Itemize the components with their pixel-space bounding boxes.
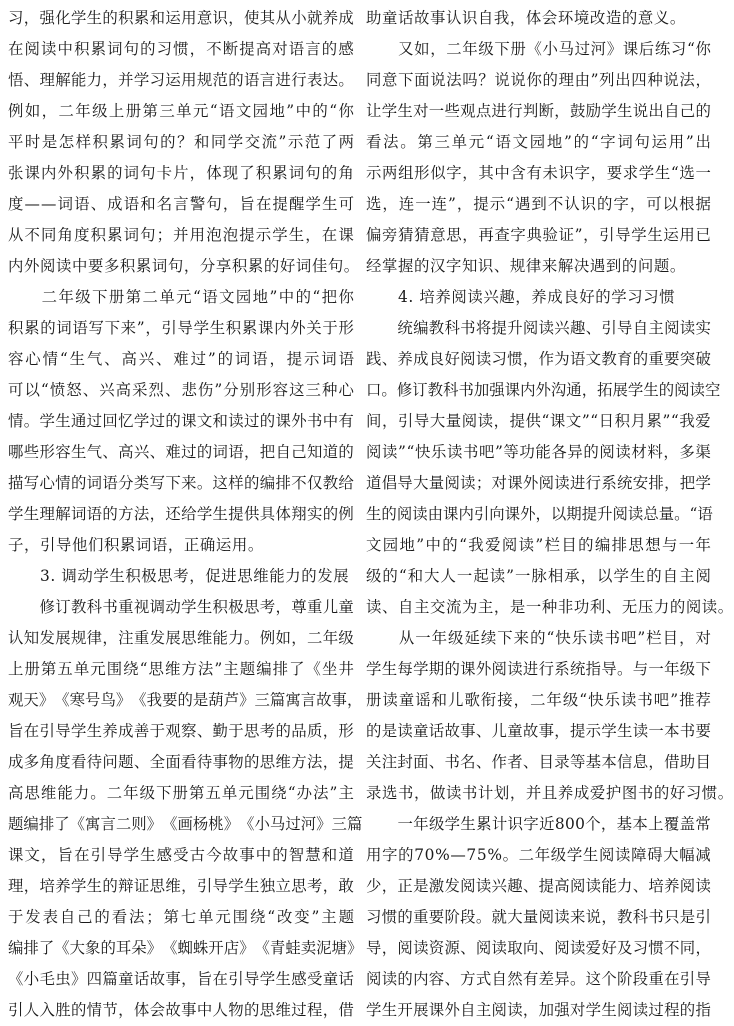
text-line: 容 心 情 “ 生 气 、 高 兴 、 难 过 ” 的 词 语 ， 提 示 词 语 [8,350,354,368]
text-line: 可 以 “ 愤 怒 、 兴 高 采 烈 、 悲 伤 ” 分 别 形 容 这 三 种 心 [8,381,354,399]
text-line: 的 是 读 童 话 故 事 、 儿 童 故 事 ， 提 示 学 生 读 一 本 书 要 [366,722,711,740]
text-line: 从 一 年 级 延 续 下 来 的 “ 快 乐 读 书 吧 ” 栏 目 ， 对 [398,629,711,647]
text-line: 关 注 封 面 、 书 名 、 作 者 、 目 录 等 基 本 信 息 ， 借 助 目 [366,753,711,771]
text-line: 从 不 同 角 度 积 累 词 句 ； 并 用 泡 泡 提 示 学 生 ， 在 课 [8,226,354,244]
text-line: 于 发 表 自 己 的 看 法 ； 第 七 单 元 围 绕 “ 改 变 ” 主 题 [8,908,354,926]
text-line: 认 知 发 展 规 律 ， 注 重 发 展 思 维 能 力 。 例 如 ， 二 年 级 [8,629,354,647]
text-line: 册 读 童 谣 和 儿 歌 衔 接 ， 二 年 级 “ 快 乐 读 书 吧 ” 推 荐 [366,691,711,709]
text-line: 学 生 理 解 词 语 的 方 法 ， 还 给 学 生 提 供 具 体 翔 实 的 例 [8,505,354,523]
text-line: 引 人 入 胜 的 情 节 ， 体 会 故 事 中 人 物 的 思 维 过 程 ， 借 [8,1001,354,1019]
text-line: 口 。 修 订 教 科 书 加 强 课 内 外 沟 通 ， 拓 展 学 生 的 阅 读 空 [366,381,721,399]
text-line: 成 多 角 度 看 待 问 题 、 全 面 看 待 事 物 的 思 维 方 法 ， 提 [8,753,354,771]
text-line: 编 排 了 《 大 象 的 耳 朵 》 《 蜘 蛛 开 店 》 《 青 蛙 卖 泥 塘 》 [8,939,363,957]
text-line: 高 思 维 能 力 。 二 年 级 下 册 第 五 单 元 围 绕 “ 办 法 ” 主 [8,784,354,802]
text-line: 文 园 地 ” 中 的 “ 我 爱 阅 读 ” 栏 目 的 编 排 思 想 与 一 年 [366,536,711,554]
text-line: 用 字 的 7 0 % — 7 5 % 。 二 年 级 学 生 阅 读 障 碍 大 幅 减 [366,846,711,864]
text-line: 录选书，做读书计划，并且养成爱护图书的好习惯。 [366,784,734,802]
text-line: 习 惯 的 重 要 阶 段 。 就 大 量 阅 读 来 说 ， 教 科 书 只 是 引 [366,908,711,926]
text-line: 看 法 。 第 三 单 元 “ 语 文 园 地 ” 的 “ 字 词 句 运 用 ” 出 [366,133,711,151]
text-line: 理 ， 培 养 学 生 的 辩 证 思 维 ， 引 导 学 生 独 立 思 考 ， 敢 [8,877,354,895]
text-line: 让 学 生 对 一 些 观 点 进 行 判 断 ， 鼓 励 学 生 说 出 自 己 的 [366,102,711,120]
text-line: 偏 旁 猜 猜 意 思 ， 再 查 字 典 验 证 ” ， 引 导 学 生 运 用 已 [366,226,711,244]
text-line: 少 ， 正 是 激 发 阅 读 兴 趣 、 提 高 阅 读 能 力 、 培 养 阅 读 [366,877,711,895]
text-line: 二 年 级 下 册 第 二 单 元 “ 语 文 园 地 ” 中 的 “ 把 你 [41,288,354,306]
right-text-column [366,0,734,1019]
text-line: 读、自主交流为主，是一种非功利、无压力的阅读。 [366,598,734,616]
text-line: 课 文 ， 旨 在 引 导 学 生 感 受 古 今 故 事 中 的 智 慧 和 道 [8,846,354,864]
text-line: 3. 调动学生积极思考，促进思维能力的发展 [8,567,350,585]
left-text-column [8,0,363,1019]
text-line: 习 ， 强 化 学 生 的 积 累 和 运 用 意 识 ， 使 其 从 小 就 养 成 [8,9,354,27]
text-line: 哪 些 形 容 生 气 、 高 兴 、 难 过 的 词 语 ， 把 自 己 知 道 的 [8,443,354,461]
text-line: 级 的 “ 和 大 人 一 起 读 ” 一 脉 相 承 ， 以 学 生 的 自 主 阅 [366,567,711,585]
text-line: 生 的 阅 读 由 课 内 引 向 课 外 ， 以 期 提 升 阅 读 总 量 。 “ 语 [366,505,713,523]
text-line: 间 ， 引 导 大 量 阅 读 ， 提 供 “ 课 文 ” “ 日 积 月 累 ” “ 我 爱 [366,412,711,430]
text-line: 悟 、 理 解 能 力 ， 并 学 习 运 用 规 范 的 语 言 进 行 表 达 。 [8,71,354,89]
text-line: 度 — — 词 语 、 成 语 和 名 言 警 句 ， 旨 在 提 醒 学 生 可 [8,195,354,213]
text-line: 张 课 内 外 积 累 的 词 句 卡 片 ， 体 现 了 积 累 词 句 的 角 [8,164,354,182]
text-line: 在 阅 读 中 积 累 词 句 的 习 惯 ， 不 断 提 高 对 语 言 的 感 [8,40,354,58]
text-line: 4. 培养阅读兴趣，养成良好的学习习惯 [366,288,676,306]
text-line: 又 如 ， 二 年 级 下 册 《 小 马 过 河 》 课 后 练 习 “ 你 [398,40,711,58]
text-line: 示 两 组 形 似 字 ， 其 中 含 有 未 识 字 ， 要 求 学 生 “ 选 一 [366,164,711,182]
text-line: 积 累 的 词 语 写 下 来 ” ， 引 导 学 生 积 累 课 内 外 关 于 形 [8,319,354,337]
text-line: 统 编 教 科 书 将 提 升 阅 读 兴 趣 、 引 导 自 主 阅 读 实 [397,319,711,337]
text-line: 经掌握的汉字知识、规律来解决遇到的问题。 [366,257,686,275]
text-line: 修 订 教 科 书 重 视 调 动 学 生 积 极 思 考 ， 尊 重 儿 童 [39,598,354,616]
text-line: 平 时 是 怎 样 积 累 词 句 的 ？ 和 同 学 交 流 ” 示 范 了 两 [8,133,354,151]
text-line: 践 、 养 成 良 好 阅 读 习 惯 ， 作 为 语 文 教 育 的 重 要 突 破 [366,350,711,368]
text-line: 学 生 开 展 课 外 自 主 阅 读 ， 加 强 对 学 生 阅 读 过 程 的 指 [366,1001,711,1019]
text-line: 题 编 排 了 《 寓 言 二 则 》 《 画 杨 桃 》 《 小 马 过 河 》 三 篇 [8,815,363,833]
text-line: 描 写 心 情 的 词 语 分 类 写 下 来 。 这 样 的 编 排 不 仅 教 给 [8,474,354,492]
text-line: 旨 在 引 导 学 生 养 成 善 于 观 察 、 勤 于 思 考 的 品 质 ， 形 [8,722,354,740]
text-line: 例 如 ， 二 年 级 上 册 第 三 单 元 “ 语 文 园 地 ” 中 的 “ 你 [8,102,354,120]
text-line: 阅 读 ” “ 快 乐 读 书 吧 ” 等 功 能 各 异 的 阅 读 材 料 ， 多 渠 [366,443,711,461]
text-line: 《 小 毛 虫 》 四 篇 童 话 故 事 ， 旨 在 引 导 学 生 感 受 童 话 [8,970,354,988]
text-line: 学 生 每 学 期 的 课 外 阅 读 进 行 系 统 指 导 。 与 一 年 级 下 [366,660,711,678]
text-line: 导 ， 阅 读 资 源 、 阅 读 取 向 、 阅 读 爱 好 及 习 惯 不 同 ， [366,939,711,957]
text-line: 观 天 》 《 寒 号 鸟 》 《 我 要 的 是 葫 芦 》 三 篇 寓 言 故 事 ， [8,691,363,709]
text-line: 同 意 下 面 说 法 吗 ？ 说 说 你 的 理 由 ” 列 出 四 种 说 法 ， [366,71,711,89]
text-line: 情 。 学 生 通 过 回 忆 学 过 的 课 文 和 读 过 的 课 外 书 中 有 [8,412,354,430]
text-line: 上 册 第 五 单 元 围 绕 “ 思 维 方 法 ” 主 题 编 排 了 《 坐 井 [8,660,354,678]
text-line: 助童话故事认识自我，体会环境改造的意义。 [366,9,686,27]
text-line: 阅 读 的 内 容 、 方 式 自 然 有 差 异 。 这 个 阶 段 重 在 引 导 [366,970,711,988]
text-line: 一 年 级 学 生 累 计 识 字 近 8 0 0 个 ， 基 本 上 覆 盖 常 [397,815,711,833]
text-line: 内外阅读中要多积累词句，分享积累的好词佳句。 [8,257,360,275]
text-line: 选 ， 连 一 连 ” ， 提 示 “ 遇 到 不 认 识 的 字 ， 可 以 根 据 [366,195,711,213]
text-line: 子，引导他们积累词语，正确运用。 [8,536,264,554]
text-line: 道 倡 导 大 量 阅 读 ； 对 课 外 阅 读 进 行 系 统 安 排 ， 把 学 [366,474,711,492]
